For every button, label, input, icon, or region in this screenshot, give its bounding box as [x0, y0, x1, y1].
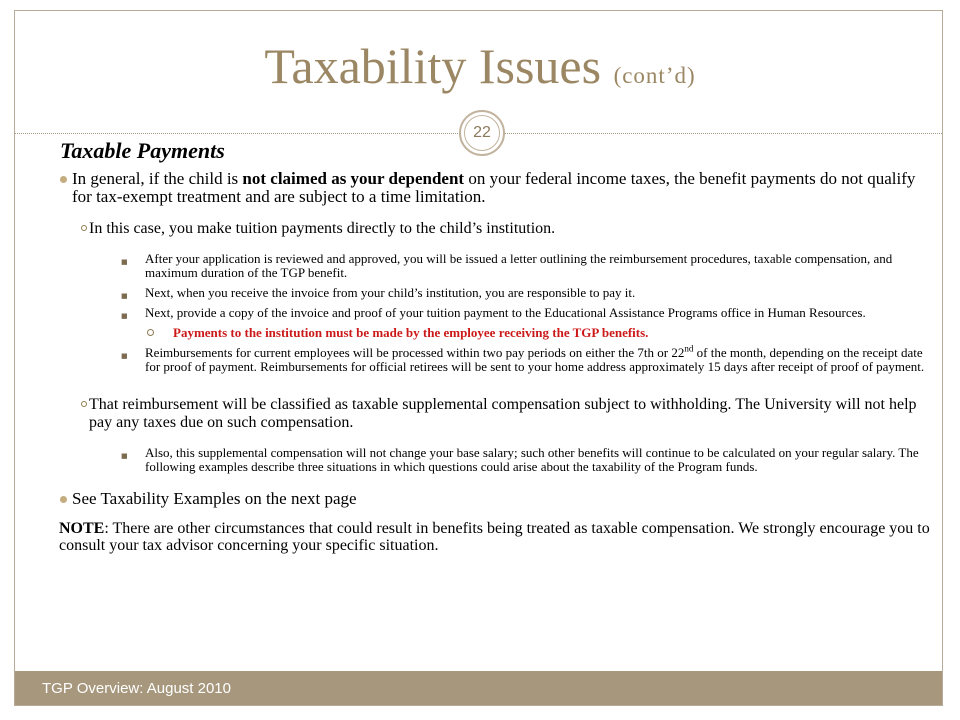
bullet-dot-icon — [60, 176, 67, 183]
sub1-text: In this case, you make tuition payments directly to the child’s institution. — [89, 220, 556, 237]
square-bullet-icon: ■ — [121, 352, 128, 360]
reimb-text-post: of the month, depending on the receipt date for proof of payment. Reimbursements for official retirees will be sent to your home address approximately 15 days after receipt of proof of payment. — [145, 345, 925, 374]
section-heading: Taxable Payments — [60, 138, 225, 163]
bullet-dot-icon — [60, 496, 67, 503]
step-text: Next, provide a copy of the invoice and proof of your tuition payment to the Educational Assistance Programs office in Human Resources. — [145, 305, 866, 320]
step-item — [119, 252, 930, 280]
bullet-see-examples — [60, 490, 930, 508]
slide-title — [0, 36, 960, 106]
red-note-text: Payments to the institution must be made by the employee receiving the TGP benefits. — [173, 325, 649, 340]
sub2-text: That reimbursement will be classified as taxable supplemental compensation subject to withholding. The University will not help pay any taxes due on such compensation. — [89, 396, 917, 431]
red-warning-note — [147, 326, 930, 340]
slide-body — [60, 138, 930, 554]
footer-text: TGP Overview: August 2010 — [42, 680, 231, 697]
step-text: Next, when you receive the invoice from your child’s institution, you are responsible to pay it. — [145, 285, 636, 300]
note-paragraph — [59, 520, 930, 554]
step-item — [119, 306, 930, 320]
circle-bullet-icon — [81, 401, 87, 407]
bullet1-text-pre: In general, if the child is — [72, 169, 243, 188]
bullet-not-claimed — [60, 170, 930, 206]
step-item — [119, 286, 930, 300]
step-text: After your application is reviewed and approved, you will be issued a letter outlining the reimbursement procedures, taxable compensation, and maximum duration of the TGP benefit. — [145, 251, 893, 280]
square-bullet-icon: ■ — [121, 452, 128, 460]
footer-bar — [15, 671, 942, 705]
sub2-item-text: Also, this supplemental compensation will not change your base salary; such other benefits will continue to be calculated on your regular salary. The following examples describe three situations in which questions could arise about the taxability of the Program funds. — [145, 445, 919, 474]
circle-bullet-icon — [147, 329, 154, 336]
sub-bullet-taxable-reimbursement — [81, 396, 930, 432]
reimb-text-pre: Reimbursements for current employees will be processed within two pay periods on either the 7th or 22 — [145, 345, 685, 360]
bullet1-text-post: on your federal income taxes, the benefit payments do not qualify for tax-exempt treatment and are subject to a time limitation. — [72, 169, 916, 206]
note-label: NOTE — [59, 520, 105, 537]
step-item-reimbursement — [119, 343, 930, 374]
square-bullet-icon: ■ — [121, 312, 128, 320]
page-number: 22 — [464, 115, 500, 151]
bullet1-text-bold: not claimed as your dependent — [242, 169, 465, 188]
title-main: Taxability Issues — [264, 38, 602, 94]
sub-bullet-direct-payments — [81, 220, 930, 238]
circle-bullet-icon — [81, 225, 87, 231]
bullet2-text: See Taxability Examples on the next page — [72, 489, 357, 508]
square-bullet-icon: ■ — [121, 292, 128, 300]
square-bullet-icon: ■ — [121, 258, 128, 266]
step-item-base-salary — [119, 446, 930, 474]
note-text: : There are other circumstances that could result in benefits being treated as taxable compensation. We strongly encourage you to consult your tax advisor concerning your specific situation. — [59, 520, 930, 554]
title-suffix: (cont’d) — [613, 63, 696, 88]
reimb-sup: nd — [684, 343, 694, 354]
